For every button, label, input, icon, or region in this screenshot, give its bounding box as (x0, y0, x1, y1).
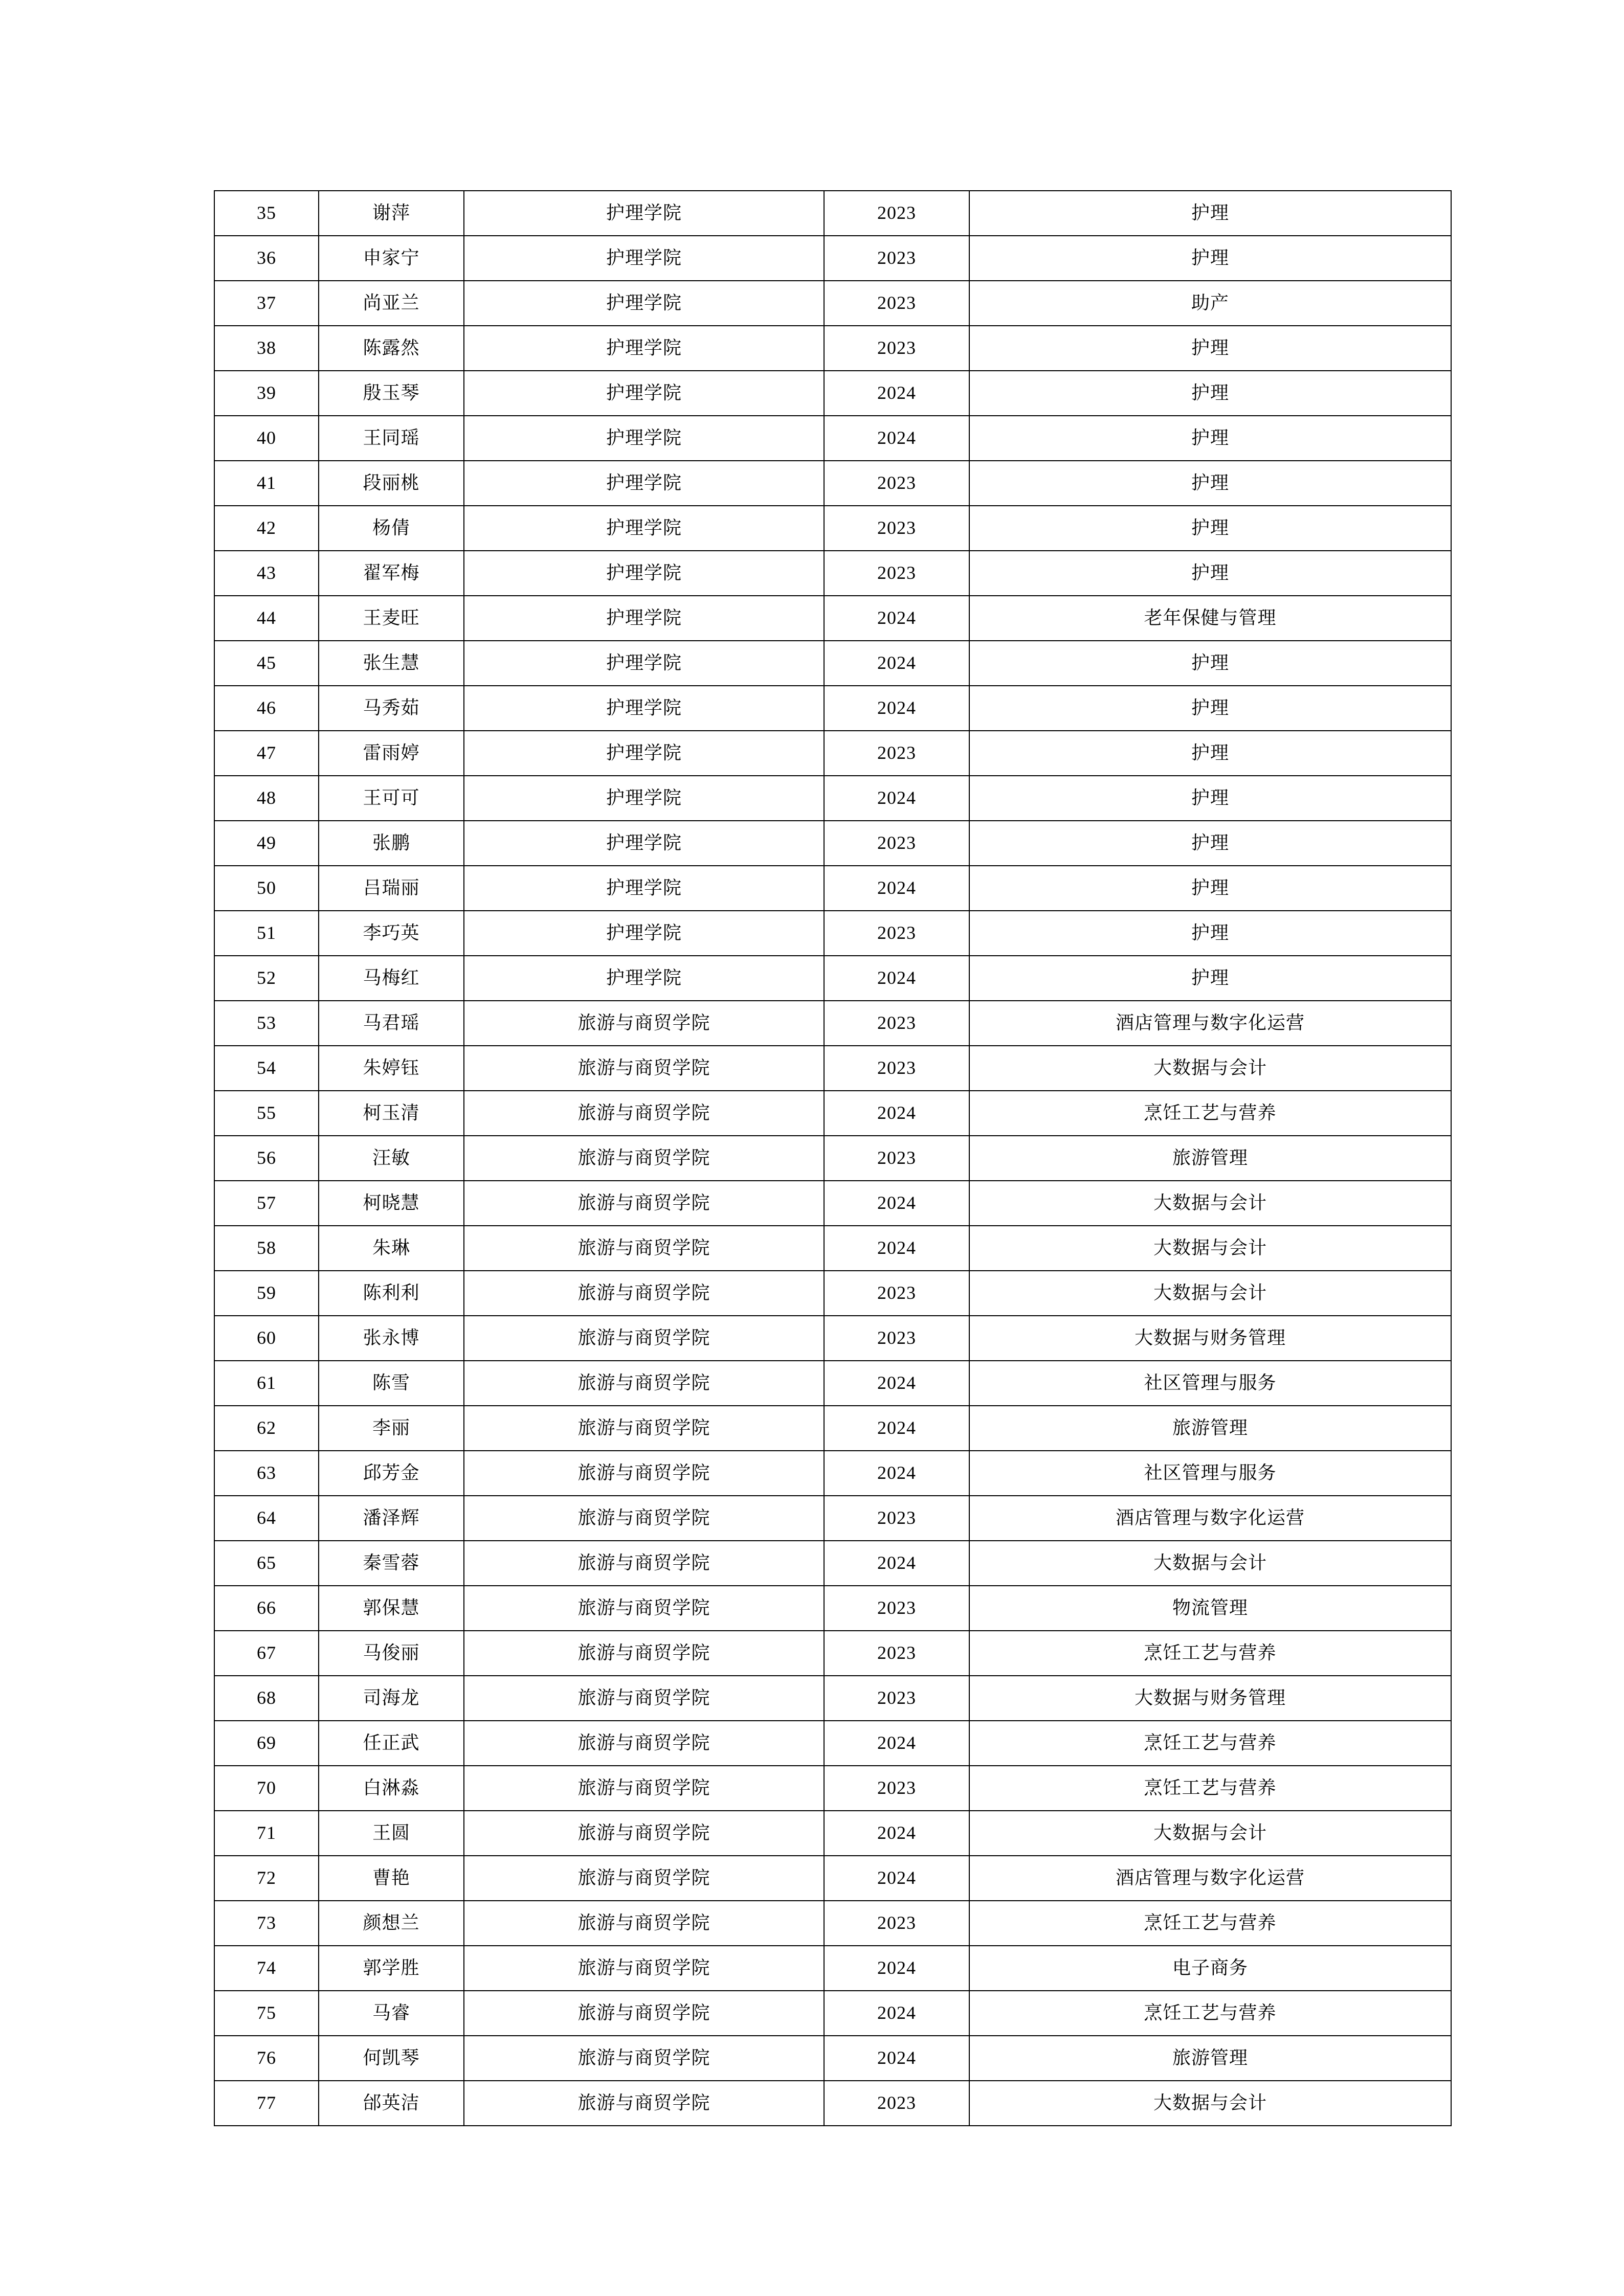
cell-name: 马君瑶 (319, 1001, 464, 1046)
cell-major: 护理 (969, 371, 1451, 416)
cell-name: 杨倩 (319, 506, 464, 551)
cell-name: 朱琳 (319, 1226, 464, 1271)
cell-college: 护理学院 (464, 191, 824, 236)
table-row (214, 1046, 1451, 1091)
cell-name: 柯晓慧 (319, 1181, 464, 1226)
table-row (214, 1676, 1451, 1721)
table-row (214, 371, 1451, 416)
cell-name: 何凯琴 (319, 2036, 464, 2081)
cell-name: 汪敏 (319, 1136, 464, 1181)
cell-major: 烹饪工艺与营养 (969, 1991, 1451, 2036)
cell-name: 陈雪 (319, 1361, 464, 1406)
cell-year: 2023 (824, 821, 969, 866)
cell-name: 谢萍 (319, 191, 464, 236)
cell-name: 段丽桃 (319, 461, 464, 506)
table-row (214, 821, 1451, 866)
cell-name: 马秀茹 (319, 686, 464, 731)
cell-major: 旅游管理 (969, 2036, 1451, 2081)
cell-major: 护理 (969, 236, 1451, 281)
table-row (214, 416, 1451, 461)
cell-college: 旅游与商贸学院 (464, 2036, 824, 2081)
cell-year: 2023 (824, 551, 969, 596)
table-row (214, 731, 1451, 776)
cell-name: 张鹏 (319, 821, 464, 866)
cell-college: 护理学院 (464, 821, 824, 866)
table-row (214, 1001, 1451, 1046)
cell-college: 护理学院 (464, 371, 824, 416)
cell-index: 61 (214, 1361, 319, 1406)
cell-college: 旅游与商贸学院 (464, 2081, 824, 2126)
cell-college: 旅游与商贸学院 (464, 1766, 824, 1811)
table-row (214, 506, 1451, 551)
cell-college: 旅游与商贸学院 (464, 1541, 824, 1586)
cell-year: 2024 (824, 1541, 969, 1586)
cell-index: 40 (214, 416, 319, 461)
cell-year: 2024 (824, 2036, 969, 2081)
table-row (214, 1946, 1451, 1991)
cell-major: 社区管理与服务 (969, 1361, 1451, 1406)
cell-year: 2024 (824, 1946, 969, 1991)
table-row (214, 2036, 1451, 2081)
cell-major: 护理 (969, 506, 1451, 551)
table-row (214, 1181, 1451, 1226)
cell-name: 任正武 (319, 1721, 464, 1766)
table-row (214, 461, 1451, 506)
cell-index: 39 (214, 371, 319, 416)
cell-major: 大数据与会计 (969, 2081, 1451, 2126)
cell-index: 42 (214, 506, 319, 551)
table-row (214, 281, 1451, 326)
cell-index: 37 (214, 281, 319, 326)
table-row (214, 1226, 1451, 1271)
cell-year: 2023 (824, 1676, 969, 1721)
table-row (214, 1586, 1451, 1631)
table-row (214, 1856, 1451, 1901)
cell-year: 2023 (824, 1496, 969, 1541)
cell-year: 2024 (824, 416, 969, 461)
cell-college: 护理学院 (464, 956, 824, 1001)
cell-index: 74 (214, 1946, 319, 1991)
cell-year: 2024 (824, 776, 969, 821)
cell-year: 2024 (824, 1226, 969, 1271)
table-row (214, 1271, 1451, 1316)
cell-college: 旅游与商贸学院 (464, 1181, 824, 1226)
table-row (214, 1451, 1451, 1496)
cell-college: 旅游与商贸学院 (464, 1451, 824, 1496)
table-row (214, 1631, 1451, 1676)
table-row (214, 776, 1451, 821)
cell-name: 柯玉清 (319, 1091, 464, 1136)
cell-index: 76 (214, 2036, 319, 2081)
cell-year: 2024 (824, 371, 969, 416)
table-row (214, 1496, 1451, 1541)
cell-name: 王可可 (319, 776, 464, 821)
cell-college: 旅游与商贸学院 (464, 1676, 824, 1721)
cell-major: 护理 (969, 866, 1451, 911)
table-row (214, 326, 1451, 371)
cell-index: 53 (214, 1001, 319, 1046)
cell-year: 2023 (824, 191, 969, 236)
table-row (214, 1901, 1451, 1946)
cell-name: 邱芳金 (319, 1451, 464, 1496)
cell-index: 50 (214, 866, 319, 911)
cell-index: 36 (214, 236, 319, 281)
cell-major: 护理 (969, 551, 1451, 596)
cell-major: 大数据与会计 (969, 1181, 1451, 1226)
roster-table-container (214, 190, 1415, 2126)
cell-college: 护理学院 (464, 641, 824, 686)
cell-year: 2024 (824, 1721, 969, 1766)
table-row (214, 1316, 1451, 1361)
cell-major: 护理 (969, 461, 1451, 506)
cell-name: 马睿 (319, 1991, 464, 2036)
cell-college: 旅游与商贸学院 (464, 1361, 824, 1406)
cell-college: 旅游与商贸学院 (464, 1856, 824, 1901)
cell-year: 2023 (824, 281, 969, 326)
cell-name: 尚亚兰 (319, 281, 464, 326)
cell-index: 63 (214, 1451, 319, 1496)
cell-major: 社区管理与服务 (969, 1451, 1451, 1496)
cell-index: 70 (214, 1766, 319, 1811)
cell-major: 酒店管理与数字化运营 (969, 1856, 1451, 1901)
table-row (214, 1136, 1451, 1181)
cell-index: 43 (214, 551, 319, 596)
cell-name: 翟军梅 (319, 551, 464, 596)
cell-index: 55 (214, 1091, 319, 1136)
cell-year: 2024 (824, 1856, 969, 1901)
cell-year: 2024 (824, 596, 969, 641)
cell-name: 司海龙 (319, 1676, 464, 1721)
cell-year: 2023 (824, 1631, 969, 1676)
cell-major: 大数据与会计 (969, 1271, 1451, 1316)
cell-year: 2023 (824, 1046, 969, 1091)
roster-table (214, 190, 1452, 2126)
cell-major: 大数据与会计 (969, 1541, 1451, 1586)
cell-major: 烹饪工艺与营养 (969, 1631, 1451, 1676)
cell-college: 旅游与商贸学院 (464, 1811, 824, 1856)
cell-college: 旅游与商贸学院 (464, 1586, 824, 1631)
cell-year: 2023 (824, 1136, 969, 1181)
cell-major: 护理 (969, 911, 1451, 956)
cell-major: 物流管理 (969, 1586, 1451, 1631)
cell-name: 张生慧 (319, 641, 464, 686)
cell-college: 旅游与商贸学院 (464, 1991, 824, 2036)
cell-college: 旅游与商贸学院 (464, 1496, 824, 1541)
cell-year: 2023 (824, 461, 969, 506)
cell-college: 护理学院 (464, 326, 824, 371)
cell-year: 2023 (824, 1586, 969, 1631)
cell-index: 41 (214, 461, 319, 506)
cell-index: 45 (214, 641, 319, 686)
cell-major: 护理 (969, 416, 1451, 461)
cell-name: 王同瑶 (319, 416, 464, 461)
cell-name: 殷玉琴 (319, 371, 464, 416)
cell-major: 护理 (969, 641, 1451, 686)
cell-year: 2023 (824, 1316, 969, 1361)
cell-index: 64 (214, 1496, 319, 1541)
cell-major: 烹饪工艺与营养 (969, 1091, 1451, 1136)
cell-index: 66 (214, 1586, 319, 1631)
cell-year: 2024 (824, 1406, 969, 1451)
cell-index: 38 (214, 326, 319, 371)
cell-name: 王圆 (319, 1811, 464, 1856)
table-row (214, 596, 1451, 641)
cell-index: 52 (214, 956, 319, 1001)
cell-college: 护理学院 (464, 461, 824, 506)
table-row (214, 1766, 1451, 1811)
cell-college: 护理学院 (464, 416, 824, 461)
cell-college: 护理学院 (464, 236, 824, 281)
cell-college: 旅游与商贸学院 (464, 1946, 824, 1991)
cell-college: 护理学院 (464, 866, 824, 911)
table-row (214, 1406, 1451, 1451)
cell-index: 46 (214, 686, 319, 731)
cell-major: 助产 (969, 281, 1451, 326)
cell-index: 57 (214, 1181, 319, 1226)
cell-name: 申家宁 (319, 236, 464, 281)
cell-college: 护理学院 (464, 686, 824, 731)
cell-year: 2024 (824, 1451, 969, 1496)
cell-index: 48 (214, 776, 319, 821)
table-row (214, 866, 1451, 911)
cell-index: 73 (214, 1901, 319, 1946)
cell-major: 旅游管理 (969, 1136, 1451, 1181)
roster-table-body (214, 191, 1451, 2126)
cell-index: 62 (214, 1406, 319, 1451)
cell-college: 护理学院 (464, 596, 824, 641)
cell-name: 李丽 (319, 1406, 464, 1451)
cell-college: 旅游与商贸学院 (464, 1406, 824, 1451)
cell-major: 电子商务 (969, 1946, 1451, 1991)
cell-name: 颜想兰 (319, 1901, 464, 1946)
cell-major: 大数据与财务管理 (969, 1316, 1451, 1361)
cell-year: 2024 (824, 866, 969, 911)
cell-name: 陈露然 (319, 326, 464, 371)
table-row (214, 1811, 1451, 1856)
cell-college: 护理学院 (464, 911, 824, 956)
cell-year: 2023 (824, 731, 969, 776)
cell-college: 旅游与商贸学院 (464, 1721, 824, 1766)
cell-year: 2023 (824, 1766, 969, 1811)
cell-major: 酒店管理与数字化运营 (969, 1496, 1451, 1541)
cell-name: 李巧英 (319, 911, 464, 956)
cell-index: 59 (214, 1271, 319, 1316)
cell-index: 68 (214, 1676, 319, 1721)
table-row (214, 1361, 1451, 1406)
cell-college: 旅游与商贸学院 (464, 1091, 824, 1136)
cell-major: 护理 (969, 776, 1451, 821)
cell-index: 58 (214, 1226, 319, 1271)
cell-year: 2023 (824, 2081, 969, 2126)
cell-year: 2023 (824, 1001, 969, 1046)
cell-name: 吕瑞丽 (319, 866, 464, 911)
cell-major: 大数据与会计 (969, 1811, 1451, 1856)
cell-name: 秦雪蓉 (319, 1541, 464, 1586)
cell-college: 旅游与商贸学院 (464, 1271, 824, 1316)
cell-name: 朱婷钰 (319, 1046, 464, 1091)
cell-index: 75 (214, 1991, 319, 2036)
cell-name: 曹艳 (319, 1856, 464, 1901)
cell-name: 潘泽辉 (319, 1496, 464, 1541)
cell-index: 77 (214, 2081, 319, 2126)
cell-index: 71 (214, 1811, 319, 1856)
cell-college: 护理学院 (464, 281, 824, 326)
cell-year: 2023 (824, 911, 969, 956)
cell-index: 54 (214, 1046, 319, 1091)
cell-name: 陈利利 (319, 1271, 464, 1316)
cell-college: 旅游与商贸学院 (464, 1046, 824, 1091)
cell-major: 烹饪工艺与营养 (969, 1721, 1451, 1766)
table-row (214, 911, 1451, 956)
cell-college: 旅游与商贸学院 (464, 1226, 824, 1271)
table-row (214, 641, 1451, 686)
table-row (214, 2081, 1451, 2126)
cell-index: 35 (214, 191, 319, 236)
cell-name: 郭学胜 (319, 1946, 464, 1991)
table-row (214, 1991, 1451, 2036)
cell-college: 护理学院 (464, 776, 824, 821)
cell-college: 旅游与商贸学院 (464, 1136, 824, 1181)
cell-index: 72 (214, 1856, 319, 1901)
cell-index: 44 (214, 596, 319, 641)
table-row (214, 1541, 1451, 1586)
cell-major: 护理 (969, 956, 1451, 1001)
cell-name: 白淋淼 (319, 1766, 464, 1811)
cell-year: 2023 (824, 1271, 969, 1316)
cell-year: 2023 (824, 1901, 969, 1946)
cell-name: 雷雨婷 (319, 731, 464, 776)
cell-major: 护理 (969, 731, 1451, 776)
cell-major: 烹饪工艺与营养 (969, 1766, 1451, 1811)
cell-index: 69 (214, 1721, 319, 1766)
cell-index: 47 (214, 731, 319, 776)
cell-year: 2024 (824, 1991, 969, 2036)
cell-index: 56 (214, 1136, 319, 1181)
table-row (214, 551, 1451, 596)
cell-year: 2023 (824, 236, 969, 281)
cell-major: 护理 (969, 191, 1451, 236)
cell-major: 大数据与会计 (969, 1226, 1451, 1271)
cell-name: 邰英洁 (319, 2081, 464, 2126)
cell-index: 60 (214, 1316, 319, 1361)
cell-index: 49 (214, 821, 319, 866)
cell-major: 护理 (969, 686, 1451, 731)
cell-year: 2024 (824, 1811, 969, 1856)
cell-major: 旅游管理 (969, 1406, 1451, 1451)
cell-name: 马俊丽 (319, 1631, 464, 1676)
table-row (214, 956, 1451, 1001)
cell-name: 马梅红 (319, 956, 464, 1001)
cell-index: 51 (214, 911, 319, 956)
cell-year: 2024 (824, 686, 969, 731)
cell-year: 2023 (824, 506, 969, 551)
cell-college: 护理学院 (464, 506, 824, 551)
table-row (214, 1091, 1451, 1136)
table-row (214, 686, 1451, 731)
cell-college: 旅游与商贸学院 (464, 1001, 824, 1046)
cell-college: 护理学院 (464, 551, 824, 596)
cell-major: 老年保健与管理 (969, 596, 1451, 641)
cell-major: 护理 (969, 821, 1451, 866)
cell-college: 旅游与商贸学院 (464, 1316, 824, 1361)
cell-index: 67 (214, 1631, 319, 1676)
table-row (214, 236, 1451, 281)
cell-college: 旅游与商贸学院 (464, 1901, 824, 1946)
cell-index: 65 (214, 1541, 319, 1586)
table-row (214, 191, 1451, 236)
cell-year: 2024 (824, 956, 969, 1001)
cell-year: 2024 (824, 1091, 969, 1136)
cell-name: 张永博 (319, 1316, 464, 1361)
cell-year: 2024 (824, 641, 969, 686)
table-row (214, 1721, 1451, 1766)
cell-major: 护理 (969, 326, 1451, 371)
cell-major: 酒店管理与数字化运营 (969, 1001, 1451, 1046)
cell-year: 2023 (824, 326, 969, 371)
cell-college: 旅游与商贸学院 (464, 1631, 824, 1676)
cell-name: 王麦旺 (319, 596, 464, 641)
cell-major: 大数据与财务管理 (969, 1676, 1451, 1721)
cell-major: 大数据与会计 (969, 1046, 1451, 1091)
cell-name: 郭保慧 (319, 1586, 464, 1631)
cell-year: 2024 (824, 1361, 969, 1406)
cell-year: 2024 (824, 1181, 969, 1226)
cell-major: 烹饪工艺与营养 (969, 1901, 1451, 1946)
cell-college: 护理学院 (464, 731, 824, 776)
